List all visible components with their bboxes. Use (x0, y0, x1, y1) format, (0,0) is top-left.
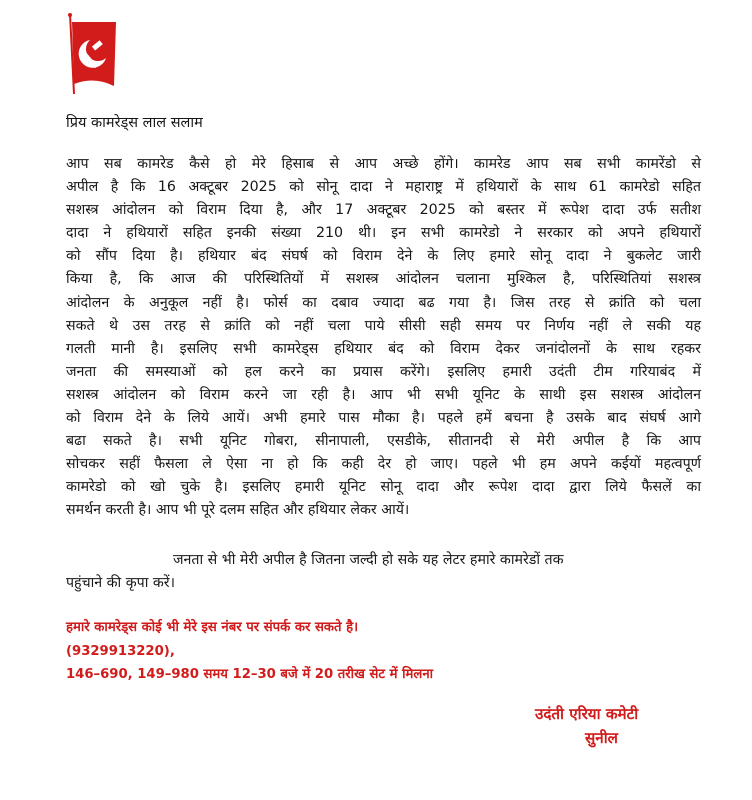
hammer-sickle-flag-icon (64, 12, 122, 96)
letter-body (66, 153, 701, 523)
salutation: प्रिय कामरेड्स लाल सलाम (66, 115, 203, 131)
contact-line: 146–690, 149–980 समय 12–30 बजे में 20 तरीख सेट में मिलना (66, 667, 434, 682)
body-line: को सौंप दिया है। हथियार बंद संघर्ष को विराम देने के लिए हमारे सोनू दादा ने बुकलेट जारी (66, 248, 701, 265)
body-line: सकते थे उस तरह से क्रांति को नहीं चला पाये सीसी सही समय पर निर्णय नहीं ले सकी यह (66, 317, 701, 334)
body-line: आप सब कामरेड कैसे हो मेरे हिसाब से आप अच्छे होंगे। कामरेड आप सब सभी कामरेंडो से (66, 156, 701, 172)
body-line: जनता की समस्याओं को हल करने का प्रयास करेंगे। इसलिए हमारी उदंती टीम गरियाबंद में (66, 363, 701, 380)
body-line: सशस्त्र आंदोलन को विराम दिया है, और 17 अक्टूबर 2025 को बस्तर में रूपेश दादा उर्फ सतीश (66, 202, 701, 219)
body-line: सशस्त्र आंदोलन को विराम करने जा रही है। आप भी सभी यूनिट के साथी इस सशस्त्र आंदोलन (66, 386, 701, 403)
body-line: अपील है कि 16 अक्टूबर 2025 को सोनू दादा ने महाराष्ट्र में हथियारों के साथ 61 कामरेडो सहित (66, 179, 701, 196)
body-line: किया है, कि आज की परिस्थितियों में सशस्त्र आंदोलन चलाना मुश्किल है, परिस्थितियां सशस्त्र (66, 271, 701, 288)
closing-line: जनता से भी मेरी अपील है जितना जल्दी हो सके यह लेटर हमारे कामरेडों तक (173, 552, 564, 568)
contact-line: हमारे कामरेड्स कोई भी मेरे इस नंबर पर संपर्क कर सकते है। (66, 620, 359, 635)
body-line: समर्थन करती है। आप भी पूरे दलम सहित और हथियार लेकर आयें। (66, 502, 410, 519)
body-line: सोचकर सहीं फैसला ले ऐसा ना हो कि कही देर हो जाए। पहले भी हम अपने कईयों महत्वपूर्ण (66, 456, 701, 473)
closing-line: पहुंचाने की कृपा करें। (66, 575, 175, 592)
body-line: आंदोलन के अनुकूल नहीं है। फोर्स का दबाव ज्यादा बढ गया है। जिस तरह से क्रांति को चला (66, 294, 701, 311)
signature-block (535, 702, 638, 750)
contact-phone: (9329913220), (66, 643, 175, 659)
body-line: कामरेडो को खो चुके है। इसलिए हमारी यूनिट सोनू दादा और रूपेश दादा द्वारा लिये फैसलें का (66, 479, 701, 496)
signature-name: सुनील (585, 729, 618, 747)
closing-paragraph (66, 549, 701, 595)
signature-org: उदंती एरिया कमेटी (535, 705, 639, 723)
body-line: दादा ने हथियारों सहित इनकी संख्या 210 थी। इन सभी कामरेडो ने सरकार को अपने हथियारों (66, 225, 701, 242)
body-line: को विराम देने के लिये आयें। अभी हमारे पास मौका है। पहले हमें बचना है उसके बाद संघर्ष आगे (66, 410, 701, 427)
body-line: बढा सकते है। सभी यूनिट गोबरा, सीनापाली, एसडीके, सीतानदी से मेरी अपील है कि आप (66, 433, 701, 450)
body-line: गलती मानी है। इसलिए सभी कामरेड्स हथियार बंद को विराम देकर जनांदोलनों के साथ रहकर (66, 340, 701, 357)
contact-info (66, 616, 433, 687)
